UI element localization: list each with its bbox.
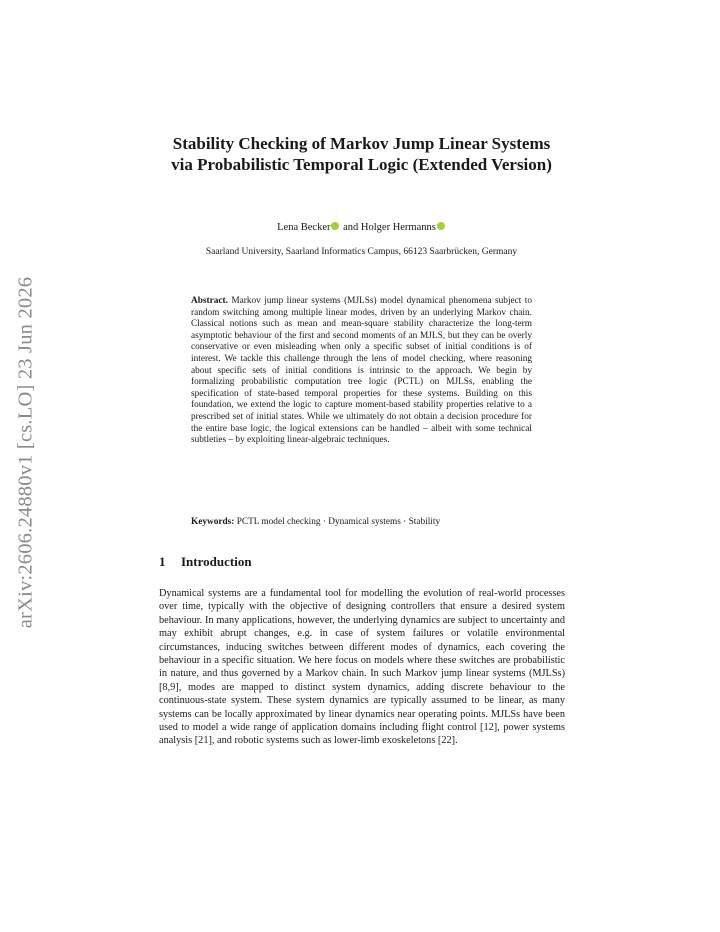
keywords (191, 516, 532, 528)
orcid-icon[interactable] (331, 222, 339, 230)
author-line (160, 221, 563, 235)
introduction-paragraph: Dynamical systems are a fundamental tool for modelling the evolution of real-world processes over time, typically with the objective of designing controllers that ensure a desired system behaviour. In many applications, however, the underlying dynamics are subject to uncertainty and may exhibit abrupt changes, e.g. in case of system failures or volatile environmental circumstances, inducing switches between different modes of dynamics, each covering the behaviour in a specific situation. We here focus on models where these switches are probabilistic in nature, and thus governed by a Markov chain. In such Markov jump linear systems (MJLSs) [8,9], modes are mapped to distinct system dynamics, adding discrete behaviour to the continuous-state system. These system dynamics are typically assumed to be linear, as many systems can be locally approximated by linear dynamics near operating points. MJLSs have been used to model a wide range of application domains including flight control [12], power systems analysis [21], and robotic systems such as lower-limb exoskeletons [22]. (159, 588, 565, 747)
paper-title: Stability Checking of Markov Jump Linear Systems via Probabilistic Temporal Logic (Extended Version) (171, 134, 552, 174)
section-heading (159, 554, 252, 570)
section-number: 1 (159, 554, 166, 569)
author-name: Holger Hermanns (360, 222, 436, 233)
orcid-icon[interactable] (437, 222, 445, 230)
author-separator: and (343, 222, 359, 233)
affiliation: Saarland University, Saarland Informatics Campus, 66123 Saarbrücken, Germany (205, 247, 518, 257)
arxiv-stamp (6, 262, 46, 642)
author-name: Lena Becker (277, 222, 331, 233)
section-title: Introduction (181, 554, 252, 569)
abstract-label: Abstract. (191, 296, 228, 306)
abstract-text: Markov jump linear systems (MJLSs) model dynamical phenomena subject to random switching among multiple linear modes, driven by an underlying Markov chain. Classical notions such as mean and mean-square stability characterize the long-term asymptotic behaviour of the first and second moments of an MJLS, but they can be overly conservative or even misleading when only a specific subset of initial conditions is of interest. We tackle this challenge through the lens of model checking, where reasoning about specific sets of initial conditions is intrinsic to the approach. We begin by formalizing probabilistic computation tree logic (PCTL) on MJLSs, enabling the specification of state-based temporal properties for these systems. Building on this foundation, we extend the logic to capture moment-based stability properties relative to a prescribed set of initial states. While we ultimately do not obtain a decision procedure for the entire base logic, the logical extensions can be handled – albeit with some technical subtleties – by exploiting linear-algebraic techniques. (191, 296, 532, 446)
arxiv-stamp-text: arXiv:2606.24880v1 [cs.LO] 23 Jun 2026 (14, 276, 37, 628)
keywords-text: PCTL model checking · Dynamical systems · Stability (236, 517, 441, 527)
keywords-label: Keywords: (191, 517, 235, 527)
abstract (191, 296, 532, 447)
